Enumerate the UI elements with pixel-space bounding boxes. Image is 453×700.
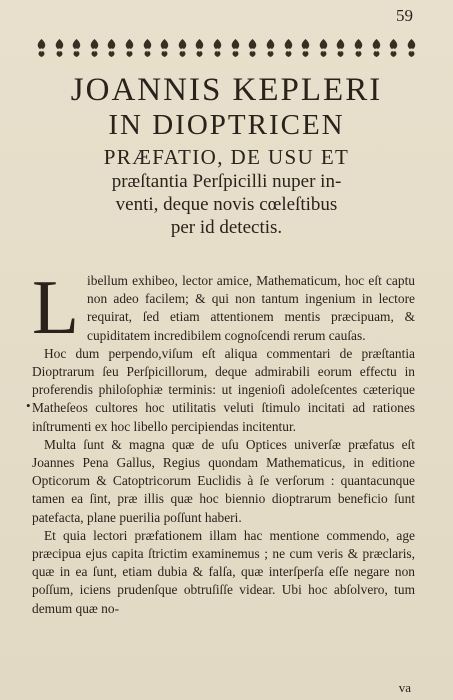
side-mark: •	[26, 398, 31, 413]
fleuron-ornament-icon	[298, 38, 313, 58]
fleuron-ornament-icon	[175, 38, 190, 58]
fleuron-ornament-icon	[87, 38, 102, 58]
fleuron-ornament-icon	[369, 38, 384, 58]
fleuron-ornament-icon	[351, 38, 366, 58]
title-line-4: præſtantia Perſpicilli nuper in-	[111, 171, 342, 192]
paragraph-2: Hoc dum perpendo,viſum eſt aliqua commentari de præſtantia Dioptrarum ſeu Perſpicillorum, deque admirabili eorum effectu in proferendis philoſophiæ terminis: ut ingenioſi adoleſcentes cæterique Matheſeos cultores hoc utilitatis veluti ſtimulo incitati ad rationes inſtrumenti ex hoc libello percipiendas incitentur.	[32, 345, 415, 434]
fleuron-ornament-icon	[316, 38, 331, 58]
title-line-3: PRÆFATIO, DE USU ET	[103, 145, 350, 169]
fleuron-ornament-icon	[140, 38, 155, 58]
page-number: 59	[396, 6, 413, 25]
fleuron-ornament-icon	[210, 38, 225, 58]
fleuron-ornament-icon	[281, 38, 296, 58]
fleuron-ornament-icon	[333, 38, 348, 58]
fleuron-ornament-icon	[34, 38, 49, 58]
fleuron-ornament-icon	[263, 38, 278, 58]
fleuron-ornament-icon	[245, 38, 260, 58]
fleuron-ornament-icon	[386, 38, 401, 58]
drop-cap: L	[32, 264, 80, 350]
fleuron-ornament-icon	[52, 38, 67, 58]
paragraph-1: ibellum exhibeo, lector amice, Mathematicum, hoc eſt captu non adeo facilem; & qui non tantum ingenium in lectore requirat, ſed etiam attentionem mentis præcipuam, & cupiditatem incredibilem cognoſcendi rerum cauſas.	[87, 273, 415, 343]
fleuron-ornament-icon	[69, 38, 84, 58]
title-line-1: JOANNIS KEPLERI	[70, 72, 383, 108]
title-block	[0, 68, 453, 239]
paragraph-4: Et quia lectori præfationem illam hac mentione commendo, age præcipua ejus capita ſtrictim examinemus ; ne cum veris & præclaris, quæ in ea ſunt, etiam dubia & falſa, quæ interſperſa eſſe negare non poſſum, iciens prudenſque obtruſiſſe videar. Ubi hoc abſolvero, tum demum quæ no-	[32, 527, 415, 616]
fleuron-ornament-icon	[404, 38, 419, 58]
fleuron-ornament-icon	[228, 38, 243, 58]
fleuron-ornament-icon	[157, 38, 172, 58]
title-line-6: per id detectis.	[170, 217, 283, 238]
body-text	[32, 264, 415, 618]
paragraph-3: Multa ſunt & magna quæ de uſu Optices univerſæ præfatus eſt Joannes Pena Gallus, Regius quondam Mathematicus, in editione Opticorum & Catoptricorum Euclidis à ſe verſorum : quantacunque tamen ea ſint, præ illis quæ hoc biennio dioptrarum beneficio ſunt patefacta, plane puerilia poſſunt haberi.	[32, 436, 415, 525]
fleuron-ornament-icon	[104, 38, 119, 58]
fleuron-ornament-icon	[122, 38, 137, 58]
title-line-5: venti, deque novis cœleſtibus	[115, 194, 338, 215]
fleuron-ornament-icon	[192, 38, 207, 58]
catchword: va	[398, 680, 411, 695]
ornament-band	[34, 36, 419, 60]
title-line-2: IN DIOPTRICEN	[108, 109, 345, 141]
